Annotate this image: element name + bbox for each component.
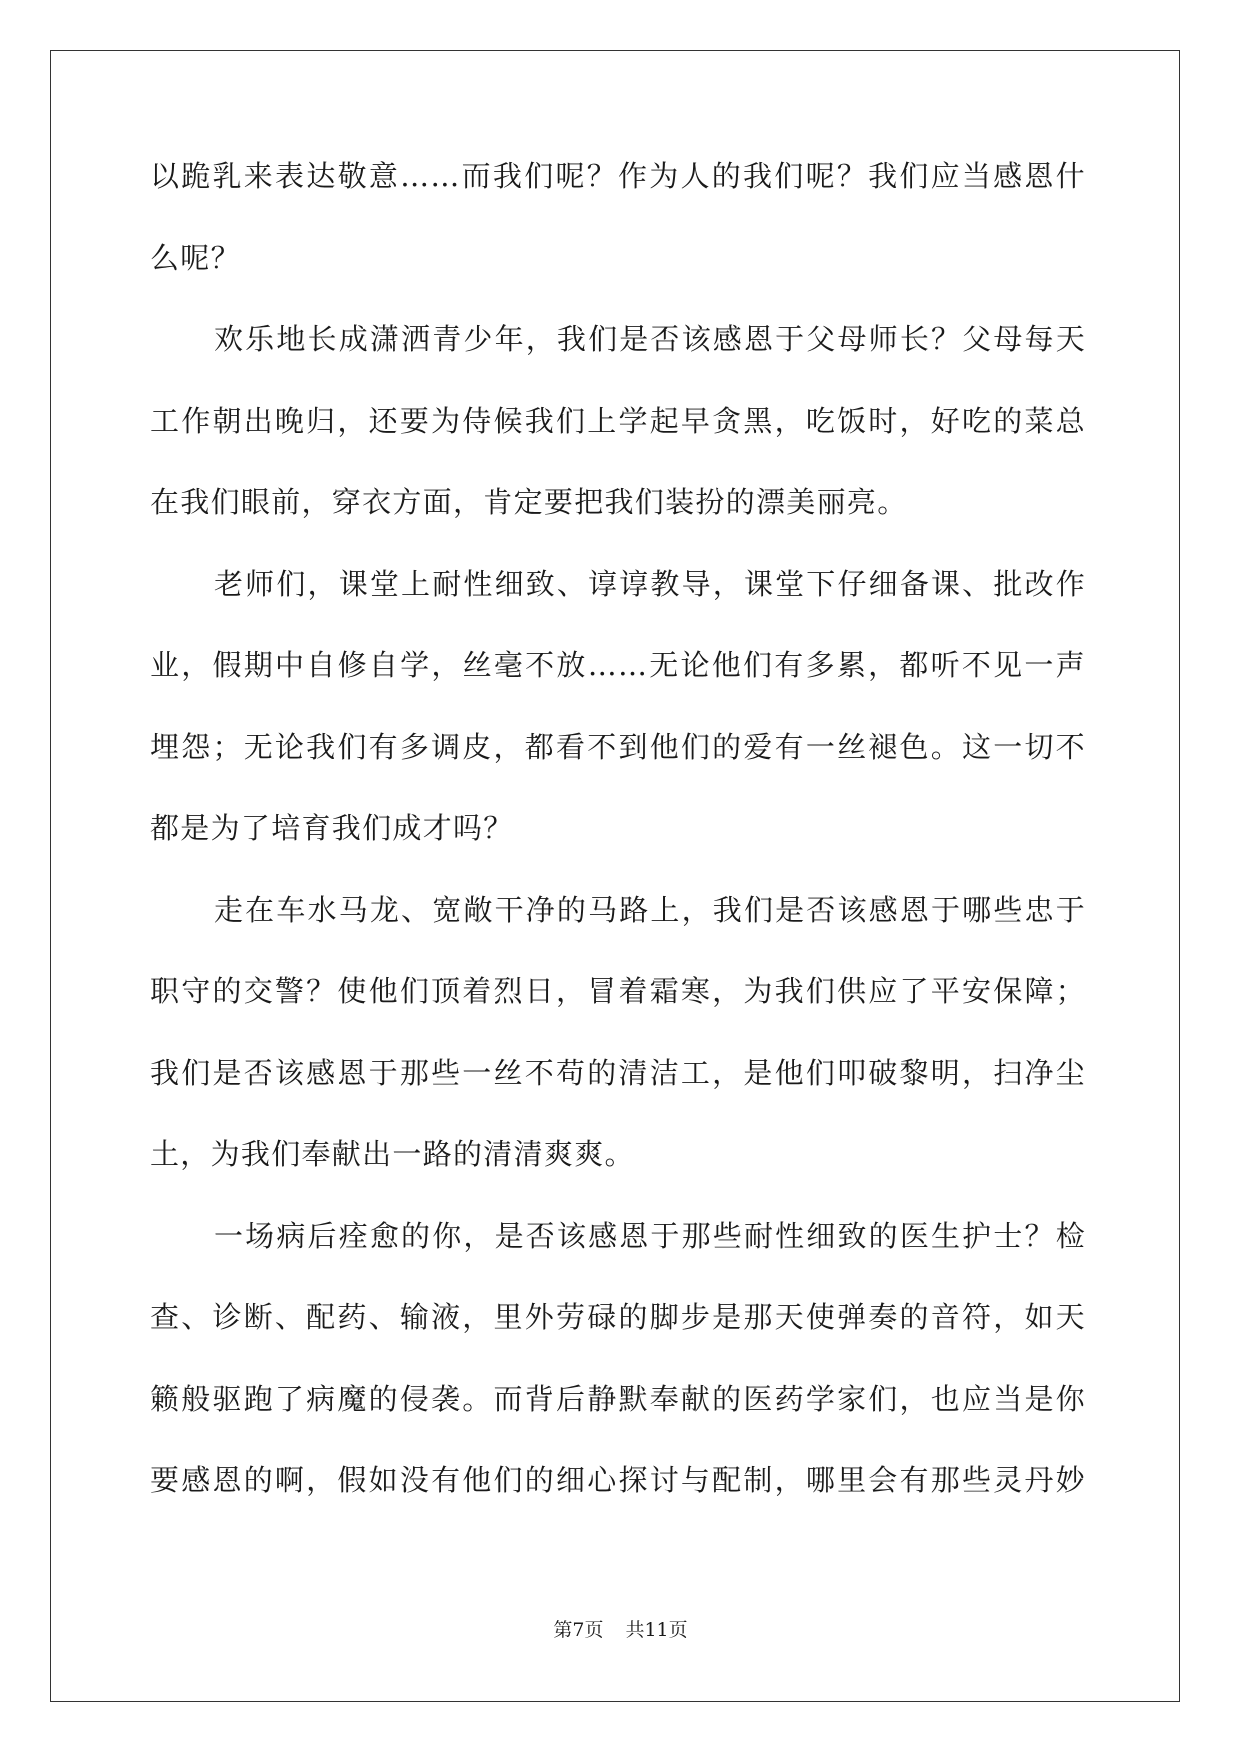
paragraph-4-line-1: 走在车水马龙、宽敞干净的马路上，我们是否该感恩于哪些忠于 <box>214 892 1086 927</box>
paragraph-3-line-3: 埋怨；无论我们有多调皮，都看不到他们的爱有一丝褪色。这一切不 <box>150 729 1086 764</box>
paragraph-2-line-3: 在我们眼前，穿衣方面，肯定要把我们装扮的漂美丽亮。 <box>150 485 908 519</box>
paragraph-5-line-4: 要感恩的啊，假如没有他们的细心探讨与配制，哪里会有那些灵丹妙 <box>150 1463 1086 1497</box>
paragraph-5-line-3: 籁般驱跑了病魔的侵袭。而背后静默奉献的医药学家们，也应当是你 <box>150 1381 1086 1416</box>
paragraph-4-line-3: 我们是否该感恩于那些一丝不苟的清洁工，是他们叩破黎明，扫净尘 <box>150 1055 1086 1090</box>
page-number: 第7页 <box>553 1619 604 1641</box>
paragraph-5-line-2: 查、诊断、配药、输液，里外劳碌的脚步是那天使弹奏的音符，如天 <box>150 1300 1086 1334</box>
paragraph-4-line-4: 土，为我们奉献出一路的清清爽爽。 <box>150 1137 635 1171</box>
page-total: 共11页 <box>625 1619 688 1641</box>
paragraph-2-line-2: 工作朝出晚归，还要为侍候我们上学起早贪黑，吃饭时，好吃的菜总 <box>150 403 1086 438</box>
paragraph-1-line-2: 么呢？ <box>150 240 241 275</box>
paragraph-3-line-1: 老师们，课堂上耐性细致、谆谆教导，课堂下仔细备课、批改作 <box>214 566 1086 601</box>
paragraph-3-line-2: 业，假期中自修自学，丝毫不放……无论他们有多累，都听不见一声 <box>150 648 1086 682</box>
document-body <box>150 155 1086 1541</box>
paragraph-2-line-1: 欢乐地长成潇洒青少年，我们是否该感恩于父母师长？父母每天 <box>214 322 1086 356</box>
paragraph-4-line-2: 职守的交警？使他们顶着烈日，冒着霜寒，为我们供应了平安保障； <box>150 974 1086 1008</box>
paragraph-5-line-1: 一场病后痊愈的你，是否该感恩于那些耐性细致的医生护士？检 <box>214 1218 1086 1253</box>
paragraph-3-line-4: 都是为了培育我们成才吗？ <box>150 811 514 845</box>
paragraph-1-line-1: 以跪乳来表达敬意……而我们呢？作为人的我们呢？我们应当感恩什 <box>150 159 1086 193</box>
page-footer <box>0 1615 1241 1642</box>
